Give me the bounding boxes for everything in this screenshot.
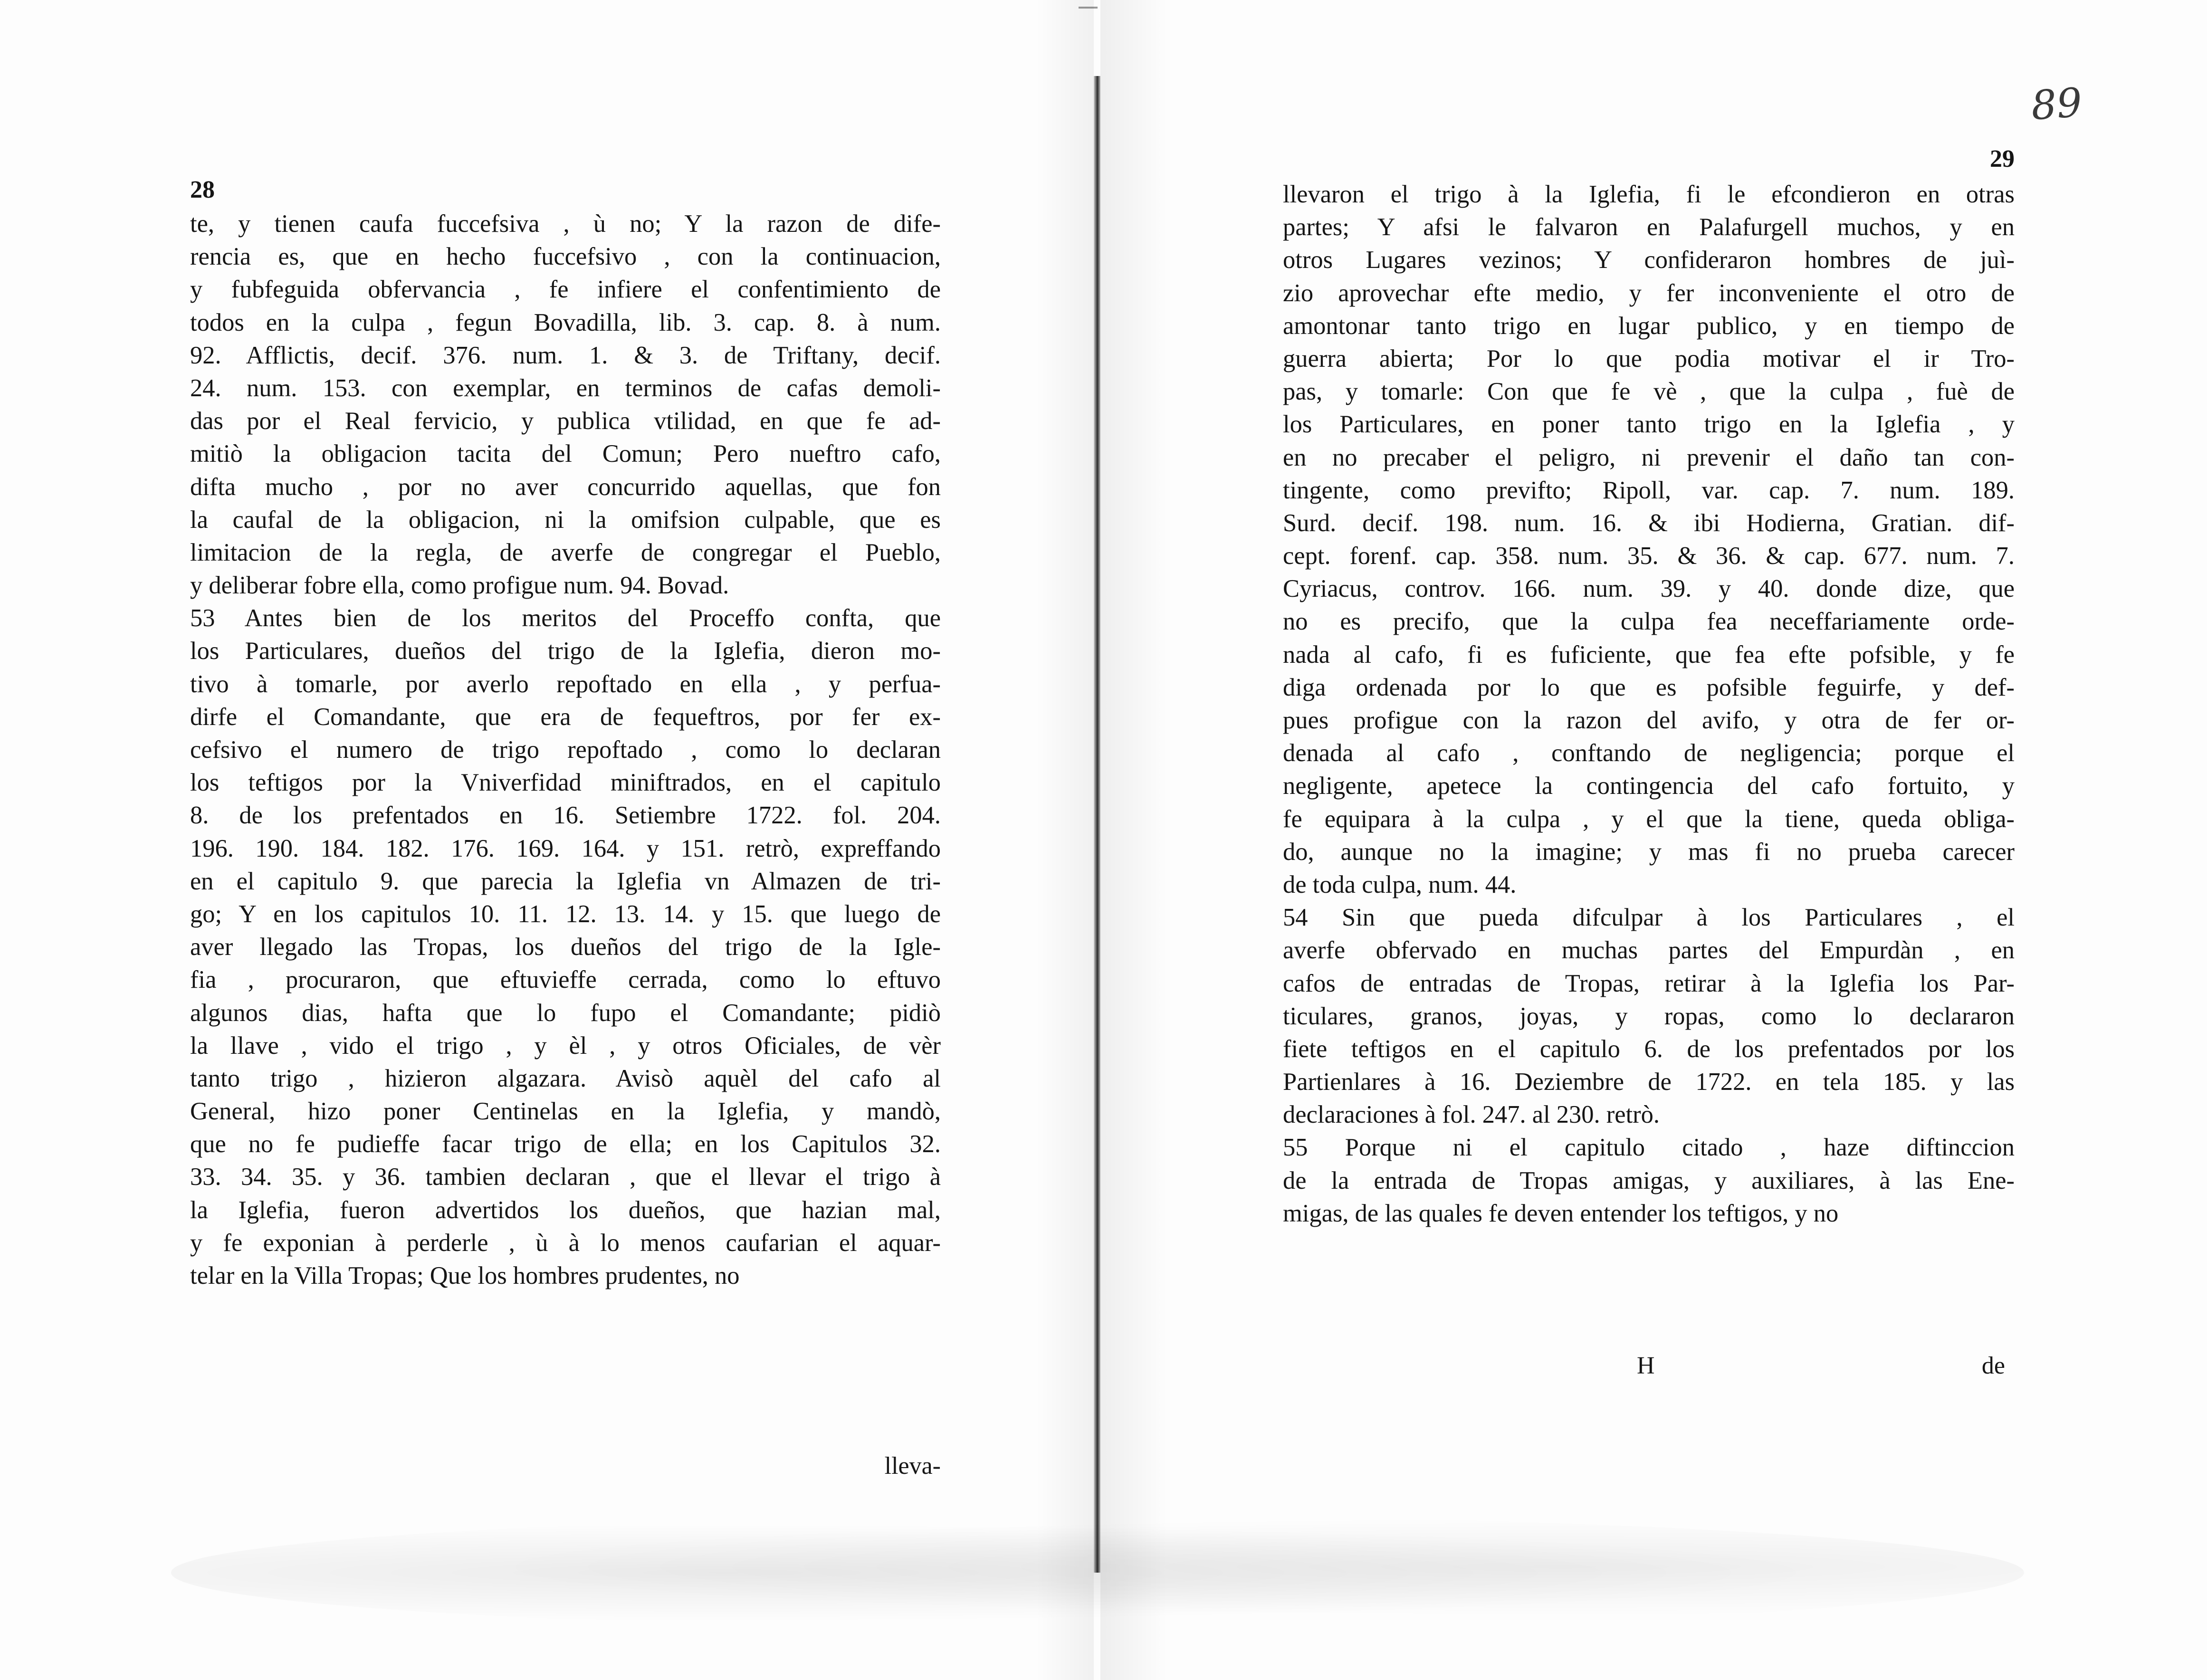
text-line: do, aunque no la imagine; y mas fi no prueba carecer (1283, 838, 2015, 866)
text-line: pas, y tomarle: Con que fe vè , que la culpa , fuè de (1283, 378, 2015, 406)
text-line: General, hizo poner Centinelas en la Iglefia, y mandò, (190, 1098, 941, 1126)
text-line: de la entrada de Tropas amigas, y auxiliares, à las Ene- (1283, 1166, 2015, 1194)
book-gutter (1094, 76, 1100, 1573)
text-line: los Particulares, en poner tanto trigo en la Iglefia , y (1283, 410, 2015, 439)
text-line: declaraciones à fol. 247. al 230. retrò. (1283, 1101, 1660, 1129)
text-line: zio aprovechar efte medio, y fer inconveniente el otro de (1283, 279, 2015, 307)
text-line: tanto trigo , hizieron algazara. Avisò aquèl del cafo al (190, 1064, 941, 1092)
text-line: en no precaber el peligro, ni prevenir el daño tan con- (1283, 443, 2015, 471)
text-line: 53 Antes bien de los meritos del Proceffo confta, que (190, 604, 941, 632)
signature-mark: H (1637, 1352, 1655, 1379)
text-line: 24. num. 153. con exemplar, en terminos de cafas demoli- (190, 374, 941, 402)
text-line: llevaron el trigo à la Iglefia, fi le efcondieron en otras (1283, 181, 2015, 208)
text-line: guerra abierta; Por lo que podia motivar el ir Tro- (1283, 344, 2015, 372)
right-catchword: de (1981, 1352, 2005, 1379)
left-page-number: 28 (190, 176, 215, 203)
text-line: de toda culpa, num. 44. (1283, 870, 1517, 898)
text-line: y fe exponian à perderle , ù à lo menos caufarian el aquar- (190, 1229, 941, 1257)
text-line: 33. 34. 35. y 36. tambien declaran , que el llevar el trigo à (190, 1163, 941, 1191)
text-line: averfe obfervado en muchas partes del Empurdàn , en (1283, 936, 2015, 964)
text-line: fe equipara à la culpa , y el que la tiene, queda obliga- (1283, 805, 2015, 833)
text-line: en el capitulo 9. que parecia la Iglefia vn Almazen de tri- (190, 867, 941, 895)
text-line: rencia es, que en hecho fuccefsivo , con la continuacion, (190, 243, 941, 271)
text-line: algunos dias, hafta que lo fupo el Comandante; pidiò (190, 999, 941, 1027)
text-line: diga ordenada por lo que es pofsible feguirfe, y def- (1283, 673, 2015, 701)
text-line: tingente, como previfto; Ripoll, var. cap. 7. num. 189. (1283, 476, 2015, 504)
text-line: no es precifo, que la culpa fea neceffariamente orde- (1283, 608, 2015, 636)
left-catchword: lleva- (884, 1452, 941, 1480)
text-line: dirfe el Comandante, que era de fequeftros, por fer ex- (190, 703, 941, 731)
text-line: Partienlares à 16. Deziembre de 1722. en tela 185. y las (1283, 1068, 2015, 1096)
handwritten-folio-number: 89 (2029, 79, 2084, 129)
text-line: los teftigos por la Vniverfidad miniftrados, en el capitulo (190, 769, 941, 797)
text-line: cafos de entradas de Tropas, retirar à la Iglefia los Par- (1283, 969, 2015, 997)
text-line: telar en la Villa Tropas; Que los hombres prudentes, no (190, 1262, 740, 1289)
text-line: aver llegado las Tropas, los dueños del trigo de la Igle- (190, 933, 941, 961)
text-line: la Iglefia, fueron advertidos los dueños, que hazian mal, (190, 1196, 941, 1224)
text-line: amontonar tanto trigo en lugar publico, y en tiempo de (1283, 312, 2015, 340)
text-line: 196. 190. 184. 182. 176. 169. 164. y 151. retrò, expreffando (190, 834, 941, 862)
text-line: go; Y en los capitulos 10. 11. 12. 13. 14. y 15. que luego de (190, 900, 941, 928)
gutter-shadow-right (1100, 0, 1167, 1680)
text-line: otros Lugares vezinos; Y confideraron hombres de juì- (1283, 246, 2015, 274)
text-line: partes; Y afsi le falvaron en Palafurgell muchos, y en (1283, 213, 2015, 241)
text-line: tivo à tomarle, por averlo repoftado en ella , y perfua- (190, 670, 941, 698)
text-line: Cyriacus, controv. 166. num. 39. y 40. donde dize, que (1283, 575, 2015, 603)
text-line: ticulares, granos, joyas, y ropas, como lo declararon (1283, 1002, 2015, 1030)
text-line: fiete teftigos en el capitulo 6. de los prefentados por los (1283, 1035, 2015, 1063)
left-page-text (190, 208, 941, 1292)
text-line: y deliberar fobre ella, como profigue num. 94. Bovad. (190, 572, 729, 600)
text-line: todos en la culpa , fegun Bovadilla, lib. 3. cap. 8. à num. (190, 308, 941, 336)
text-line: 8. de los prefentados en 16. Setiembre 1722. fol. 204. (190, 802, 941, 830)
text-line: das por el Real fervicio, y publica vtilidad, en que fe ad- (190, 407, 941, 435)
text-line: pues profigue con la razon del avifo, y otra de fer or- (1283, 706, 2015, 734)
gutter-shadow-left (1036, 0, 1094, 1680)
text-line: la caufal de la obligacion, ni la omifsion culpable, que es (190, 506, 941, 534)
text-line: y fubfeguida obfervancia , fe infiere el confentimiento de (190, 276, 941, 304)
text-line: fia , procuraron, que eftuvieffe cerrada, como lo eftuvo (190, 966, 941, 994)
text-line: denada al cafo , conftando de negligencia; porque el (1283, 739, 2015, 767)
right-page-text (1283, 178, 2015, 1230)
text-line: nada al cafo, fi es fuficiente, que fea efte pofsible, y fe (1283, 640, 2015, 668)
text-line: negligente, apetece la contingencia del cafo fortuito, y (1283, 772, 2015, 800)
text-line: los Particulares, dueños del trigo de la Iglefia, dieron mo- (190, 637, 941, 665)
text-line: difta mucho , por no aver concurrido aquellas, que fon (190, 473, 941, 501)
text-line: 55 Porque ni el capitulo citado , haze diftinccion (1283, 1134, 2015, 1162)
text-line: la llave , vido el trigo , y èl , y otros Oficiales, de vèr (190, 1031, 941, 1060)
text-line: que no fe pudieffe facar trigo de ella; en los Capitulos 32. (190, 1130, 941, 1158)
right-page (1283, 0, 2015, 1680)
text-line: migas, de las quales fe deven entender los teftigos, y no (1283, 1199, 1839, 1227)
text-line: 92. Afflictis, decif. 376. num. 1. & 3. de Triftany, decif. (190, 341, 941, 369)
text-line: Surd. decif. 198. num. 16. & ibi Hodierna, Gratian. dif- (1283, 509, 2015, 537)
text-line: limitacion de la regla, de averfe de congregar el Pueblo, (190, 538, 941, 566)
text-line: cefsivo el numero de trigo repoftado , como lo declaran (190, 736, 941, 764)
text-line: te, y tienen caufa fuccefsiva , ù no; Y la razon de dife- (190, 210, 941, 238)
left-page (190, 0, 941, 1680)
text-line: cept. forenf. cap. 358. num. 35. & 36. & cap. 677. num. 7. (1283, 542, 2015, 570)
text-line: mitiò la obligacion tacita del Comun; Pero nueftro cafo, (190, 440, 941, 468)
right-page-number: 29 (1990, 145, 2015, 172)
text-line: 54 Sin que pueda difculpar à los Particulares , el (1283, 904, 2015, 932)
